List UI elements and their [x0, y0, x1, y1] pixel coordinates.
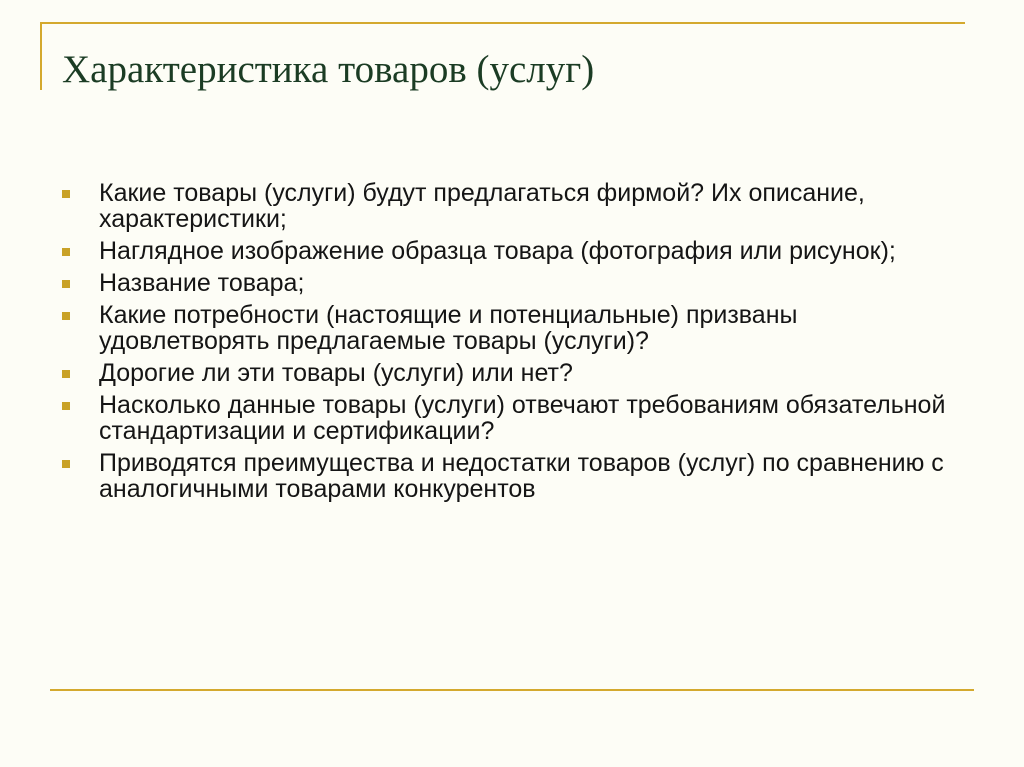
bullet-text: Название товара;	[99, 269, 305, 297]
bullet-item	[62, 270, 962, 296]
bullet-text: Наглядное изображение образца товара (фотография или рисунок);	[99, 237, 896, 265]
bullet-item	[62, 238, 962, 264]
bullet-list	[62, 180, 962, 508]
square-bullet-icon	[62, 280, 70, 288]
frame-left-line	[40, 22, 42, 90]
bullet-text: Какие товары (услуги) будут предлагаться фирмой? Их описание, характеристики;	[99, 179, 865, 233]
square-bullet-icon	[62, 402, 70, 410]
square-bullet-icon	[62, 370, 70, 378]
bullet-text: Дорогие ли эти товары (услуги) или нет?	[99, 359, 573, 387]
bullet-text: Приводятся преимущества и недостатки товаров (услуг) по сравнению с аналогичными товарами конкурентов	[99, 449, 944, 503]
bullet-item	[62, 180, 962, 232]
bullet-item	[62, 392, 962, 444]
frame-top-line	[40, 22, 965, 24]
bullet-text: Какие потребности (настоящие и потенциальные) призваны удовлетворять предлагаемые товары (услуги)?	[99, 301, 798, 355]
frame-bottom-line	[50, 689, 974, 691]
square-bullet-icon	[62, 312, 70, 320]
square-bullet-icon	[62, 460, 70, 468]
bullet-item	[62, 360, 962, 386]
square-bullet-icon	[62, 190, 70, 198]
square-bullet-icon	[62, 248, 70, 256]
bullet-item	[62, 450, 962, 502]
slide-title: Характеристика товаров (услуг)	[62, 48, 595, 91]
bullet-item	[62, 302, 962, 354]
bullet-text: Насколько данные товары (услуги) отвечают требованиям обязательной стандартизации и сертификации?	[99, 391, 946, 445]
